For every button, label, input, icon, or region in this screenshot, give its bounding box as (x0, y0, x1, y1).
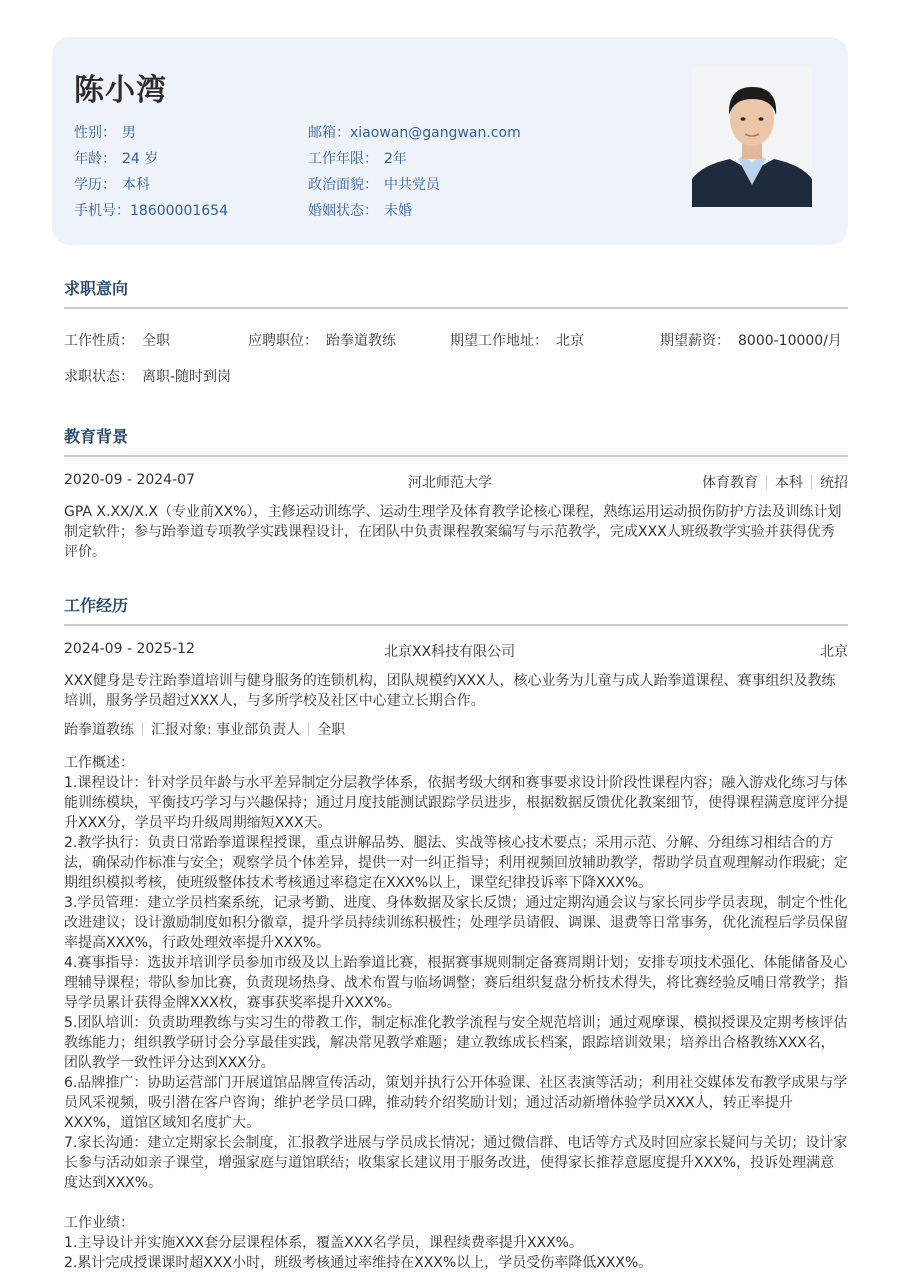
gender-row: 性别： 男 (74, 125, 136, 141)
company-name: 北京XX科技有限公司 (384, 644, 516, 660)
overview-item: 1.课程设计：针对学员年龄与水平差异制定分层教学体系，依据考级大纲和赛事要求设计阶段性课程内容；融入游戏化练习与体能训练模块，平衡技巧学习与兴趣保持；通过月度技能测试跟踪学员进步，根据数据反馈优化教案细节，使得课程满意度评分提升XXX分，学员平均升级周期缩短XXX天。 (64, 775, 848, 831)
job-salary: 期望薪资： 8000-10000/月 (660, 333, 842, 349)
work-city: 北京 (820, 644, 848, 660)
education-period: 2020-09 - 2024-07 (64, 472, 195, 488)
overview-item: 5.团队培训：负责助理教练与实习生的带教工作，制定标准化教学流程与安全规范培训；通过观摩课、模拟授课及定期考核评估教练能力；组织教学研讨会分享最佳实践，解决常见教学难题；建立教练成长档案，跟踪培训效果；培养出合格教练XXX名，团队教学一致性评分达到XXX分。 (64, 1015, 848, 1071)
tag-separator (308, 722, 309, 736)
overview-item: 6.品牌推广：协助运营部门开展道馆品牌宣传活动，策划并执行公开体验课、社区表演等活动；利用社交媒体发布教学成果与学员风采视频，吸引潜在客户咨询；维护老学员口碑，推动转介绍奖励计划；通过活动新增体验学员XXX人，转正率提升XXX%，道馆区域知名度扩大。 (64, 1075, 848, 1131)
tag-separator (811, 475, 812, 489)
overview-item: 3.学员管理：建立学员档案系统，记录考勤、进度、身体数据及家长反馈；通过定期沟通会议与家长同步学员表现，制定个性化改进建议；设计激励制度如积分徽章，提升学员持续训练积极性；处理学员请假、调课、退费等日常事务，优化流程后学员保留率提高XXX%，行政处理效率提升XXX%。 (64, 895, 848, 951)
email-link[interactable]: xiaowan@gangwan.com (350, 125, 521, 141)
person-photo-svg (692, 67, 812, 207)
phone-row: 手机号：18600001654 (74, 203, 228, 219)
header-card (52, 37, 848, 245)
education-section (64, 424, 848, 560)
achievement-item: 2.累计完成授课课时超XXX小时，班级考核通过率维持在XXX%以上，学员受伤率降低XXX%。 (64, 1255, 653, 1271)
education-divider (64, 455, 848, 457)
email-row: 邮箱：xiaowan@gangwan.com (308, 125, 521, 141)
education-row: 学历： 本科 (74, 177, 150, 193)
spacer (64, 1193, 848, 1213)
years-row: 工作年限： 2年 (308, 151, 407, 167)
candidate-name: 陈小湾 (74, 73, 167, 108)
age-row: 年龄： 24 岁 (74, 151, 159, 167)
work-divider (64, 624, 848, 626)
achievement-label: 工作业绩： (64, 1215, 134, 1231)
job-position: 应聘职位： 跆拳道教练 (248, 333, 396, 349)
intent-section (64, 276, 848, 385)
work-period: 2024-09 - 2025-12 (64, 641, 195, 657)
intent-title: 求职意向 (64, 279, 129, 298)
job-status: 求职状态： 离职-随时到岗 (64, 369, 232, 385)
education-description: GPA X.XX/X.X（专业前XX%），主修运动训练学、运动生理学及体育教学论核心课程，熟练运用运动损伤防护方法及训练计划制定软件；参与跆拳道专项教学实践课程设计，在团队中负责课程教案编写与示范教学，完成XXX人班级教学实验并获得优秀评价。 (64, 504, 842, 560)
overview-item: 7.家长沟通：建立定期家长会制度，汇报教学进展与学员成长情况；通过微信群、电话等方式及时回应家长疑问与关切；设计家长参与活动如亲子课堂，增强家庭与道馆联结；收集家长建议用于服务改进，使得家长推荐意愿度提升XXX%，投诉处理满意度达到XXX%。 (64, 1135, 848, 1191)
work-title: 工作经历 (64, 596, 129, 615)
intent-divider (64, 307, 848, 309)
overview-item: 4.赛事指导：选拔并培训学员参加市级及以上跆拳道比赛，根据赛事规则制定备赛周期计划；安排专项技术强化、体能储备及心理辅导课程；带队参加比赛，负责现场热身、战术布置与临场调整；赛后组织复盘分析技术得失，将比赛经验反哺日常教学；指导学员累计获得金牌XXX枚，赛事获奖率提升XXX%。 (64, 955, 848, 1011)
achievement-item: 1.主导设计并实施XXX套分层课程体系，覆盖XXX名学员，课程续费率提升XXX%。 (64, 1235, 583, 1251)
overview-label: 工作概述： (64, 755, 134, 771)
marital-row: 婚姻状态： 未婚 (308, 203, 412, 219)
work-tags: 跆拳道教练 汇报对象: 事业部负责人 全职 (64, 722, 346, 738)
work-overview (64, 753, 848, 1273)
school-name: 河北师范大学 (408, 475, 492, 491)
overview-item: 2.教学执行：负责日常跆拳道课程授课，重点讲解品势、腿法、实战等核心技术要点；采用示范、分解、分组练习相结合的方法，确保动作标准与安全；观察学员个体差异，提供一对一纠正指导；利用视频回放辅助教学，帮助学员直观理解动作瑕疵；定期组织模拟考核，使班级整体技术考核通过率稳定在XXX%以上，课堂纪律投诉率下降XXX%。 (64, 835, 848, 891)
work-section (64, 593, 848, 1271)
job-location: 期望工作地址： 北京 (450, 333, 584, 349)
job-type: 工作性质： 全职 (64, 333, 170, 349)
company-description: XXX健身是专注跆拳道培训与健身服务的连锁机构，团队规模约XXX人，核心业务为儿童与成人跆拳道课程、赛事组织及教练培训，服务学员超过XXX人，与多所学校及社区中心建立长期合作。 (64, 673, 836, 709)
tag-separator (142, 722, 143, 736)
education-title: 教育背景 (64, 427, 129, 446)
person-photo-icon (692, 67, 812, 207)
education-tags: 体育教育 本科 统招 (702, 475, 848, 491)
tag-separator (766, 475, 767, 489)
political-row: 政治面貌： 中共党员 (308, 177, 440, 193)
